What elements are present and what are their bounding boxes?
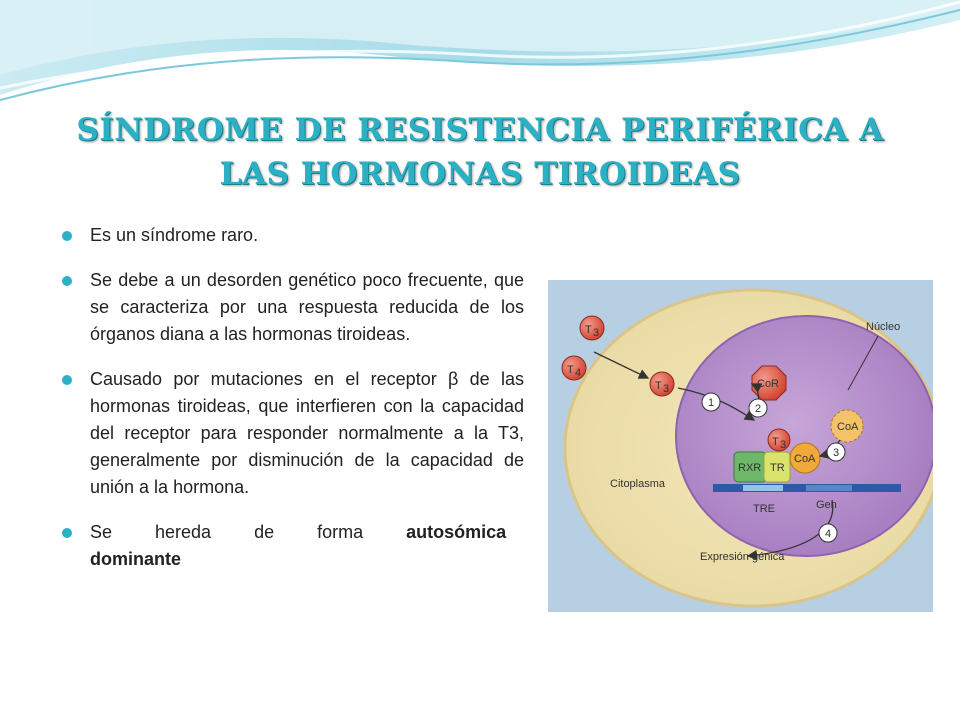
cell-nucleus bbox=[676, 316, 933, 556]
t3-label: T bbox=[585, 324, 592, 336]
expresion-label: Expresión génica bbox=[700, 551, 785, 563]
bullet-icon bbox=[62, 276, 72, 286]
coa-bound-label: CoA bbox=[794, 453, 816, 465]
bullet-icon bbox=[62, 528, 72, 538]
t3-bound-sub-label: 3 bbox=[780, 439, 787, 451]
bullet-icon bbox=[62, 231, 72, 241]
t3-hormone-inside bbox=[650, 372, 674, 396]
step-4-label: 4 bbox=[825, 528, 832, 540]
bullet-item bbox=[62, 519, 524, 573]
bullet-text: Causado por mutaciones en el receptor β de las hormonas tiroideas, que interfieren con la capacidad del receptor para responder normalmente a la T3, generalmente por disminución de la capacidad de unión a la hormona. bbox=[90, 369, 524, 497]
gen-label: Gen bbox=[816, 499, 837, 511]
cor-label: CoR bbox=[757, 378, 780, 390]
citoplasma-label: Citoplasma bbox=[610, 478, 666, 490]
tre-label: TRE bbox=[753, 503, 775, 515]
bullet-item bbox=[62, 366, 524, 501]
step-1-label: 1 bbox=[708, 397, 715, 409]
t3-inside-sub-label: 3 bbox=[663, 383, 670, 395]
bullet-bold-text: autosómica dominante bbox=[90, 522, 507, 569]
bullet-icon bbox=[62, 375, 72, 385]
slide-title-line-1: SÍNDROME DE RESISTENCIA PERIFÉRICA A bbox=[76, 112, 884, 148]
step-3-label: 3 bbox=[833, 447, 840, 459]
bullet-text: Es un síndrome raro. bbox=[90, 225, 259, 245]
t3-inside-label: T bbox=[655, 380, 662, 392]
t3-sub-label: 3 bbox=[593, 327, 600, 339]
dna-gene-segment bbox=[806, 485, 852, 491]
slide-title-line-2: LAS HORMONAS TIROIDEAS bbox=[219, 156, 741, 192]
thyroid-receptor-figure bbox=[548, 280, 933, 612]
bullet-item bbox=[62, 222, 524, 249]
slide-title bbox=[20, 108, 940, 196]
t4-label: T bbox=[567, 364, 574, 376]
t3-bound-label: T bbox=[772, 436, 779, 448]
coa-free-label: CoA bbox=[837, 421, 859, 433]
bullet-item bbox=[62, 267, 524, 348]
bullet-list bbox=[62, 222, 524, 591]
step-2-label: 2 bbox=[755, 403, 762, 415]
t3-hormone-outside bbox=[580, 316, 604, 340]
bullet-text: Se debe a un desorden genético poco frecuente, que se caracteriza por una respuesta reducida de los órganos diana a las hormonas tiroideas. bbox=[90, 270, 524, 344]
nucleo-label: Núcleo bbox=[866, 321, 901, 333]
rxr-label: RXR bbox=[738, 462, 762, 474]
header-wave-decoration bbox=[0, 0, 960, 120]
dna-strand-highlight bbox=[743, 485, 783, 491]
tr-label: TR bbox=[770, 462, 785, 474]
bullet-text: Se hereda de forma bbox=[90, 522, 407, 542]
t4-sub-label: 4 bbox=[575, 367, 582, 379]
t4-hormone bbox=[562, 356, 586, 380]
